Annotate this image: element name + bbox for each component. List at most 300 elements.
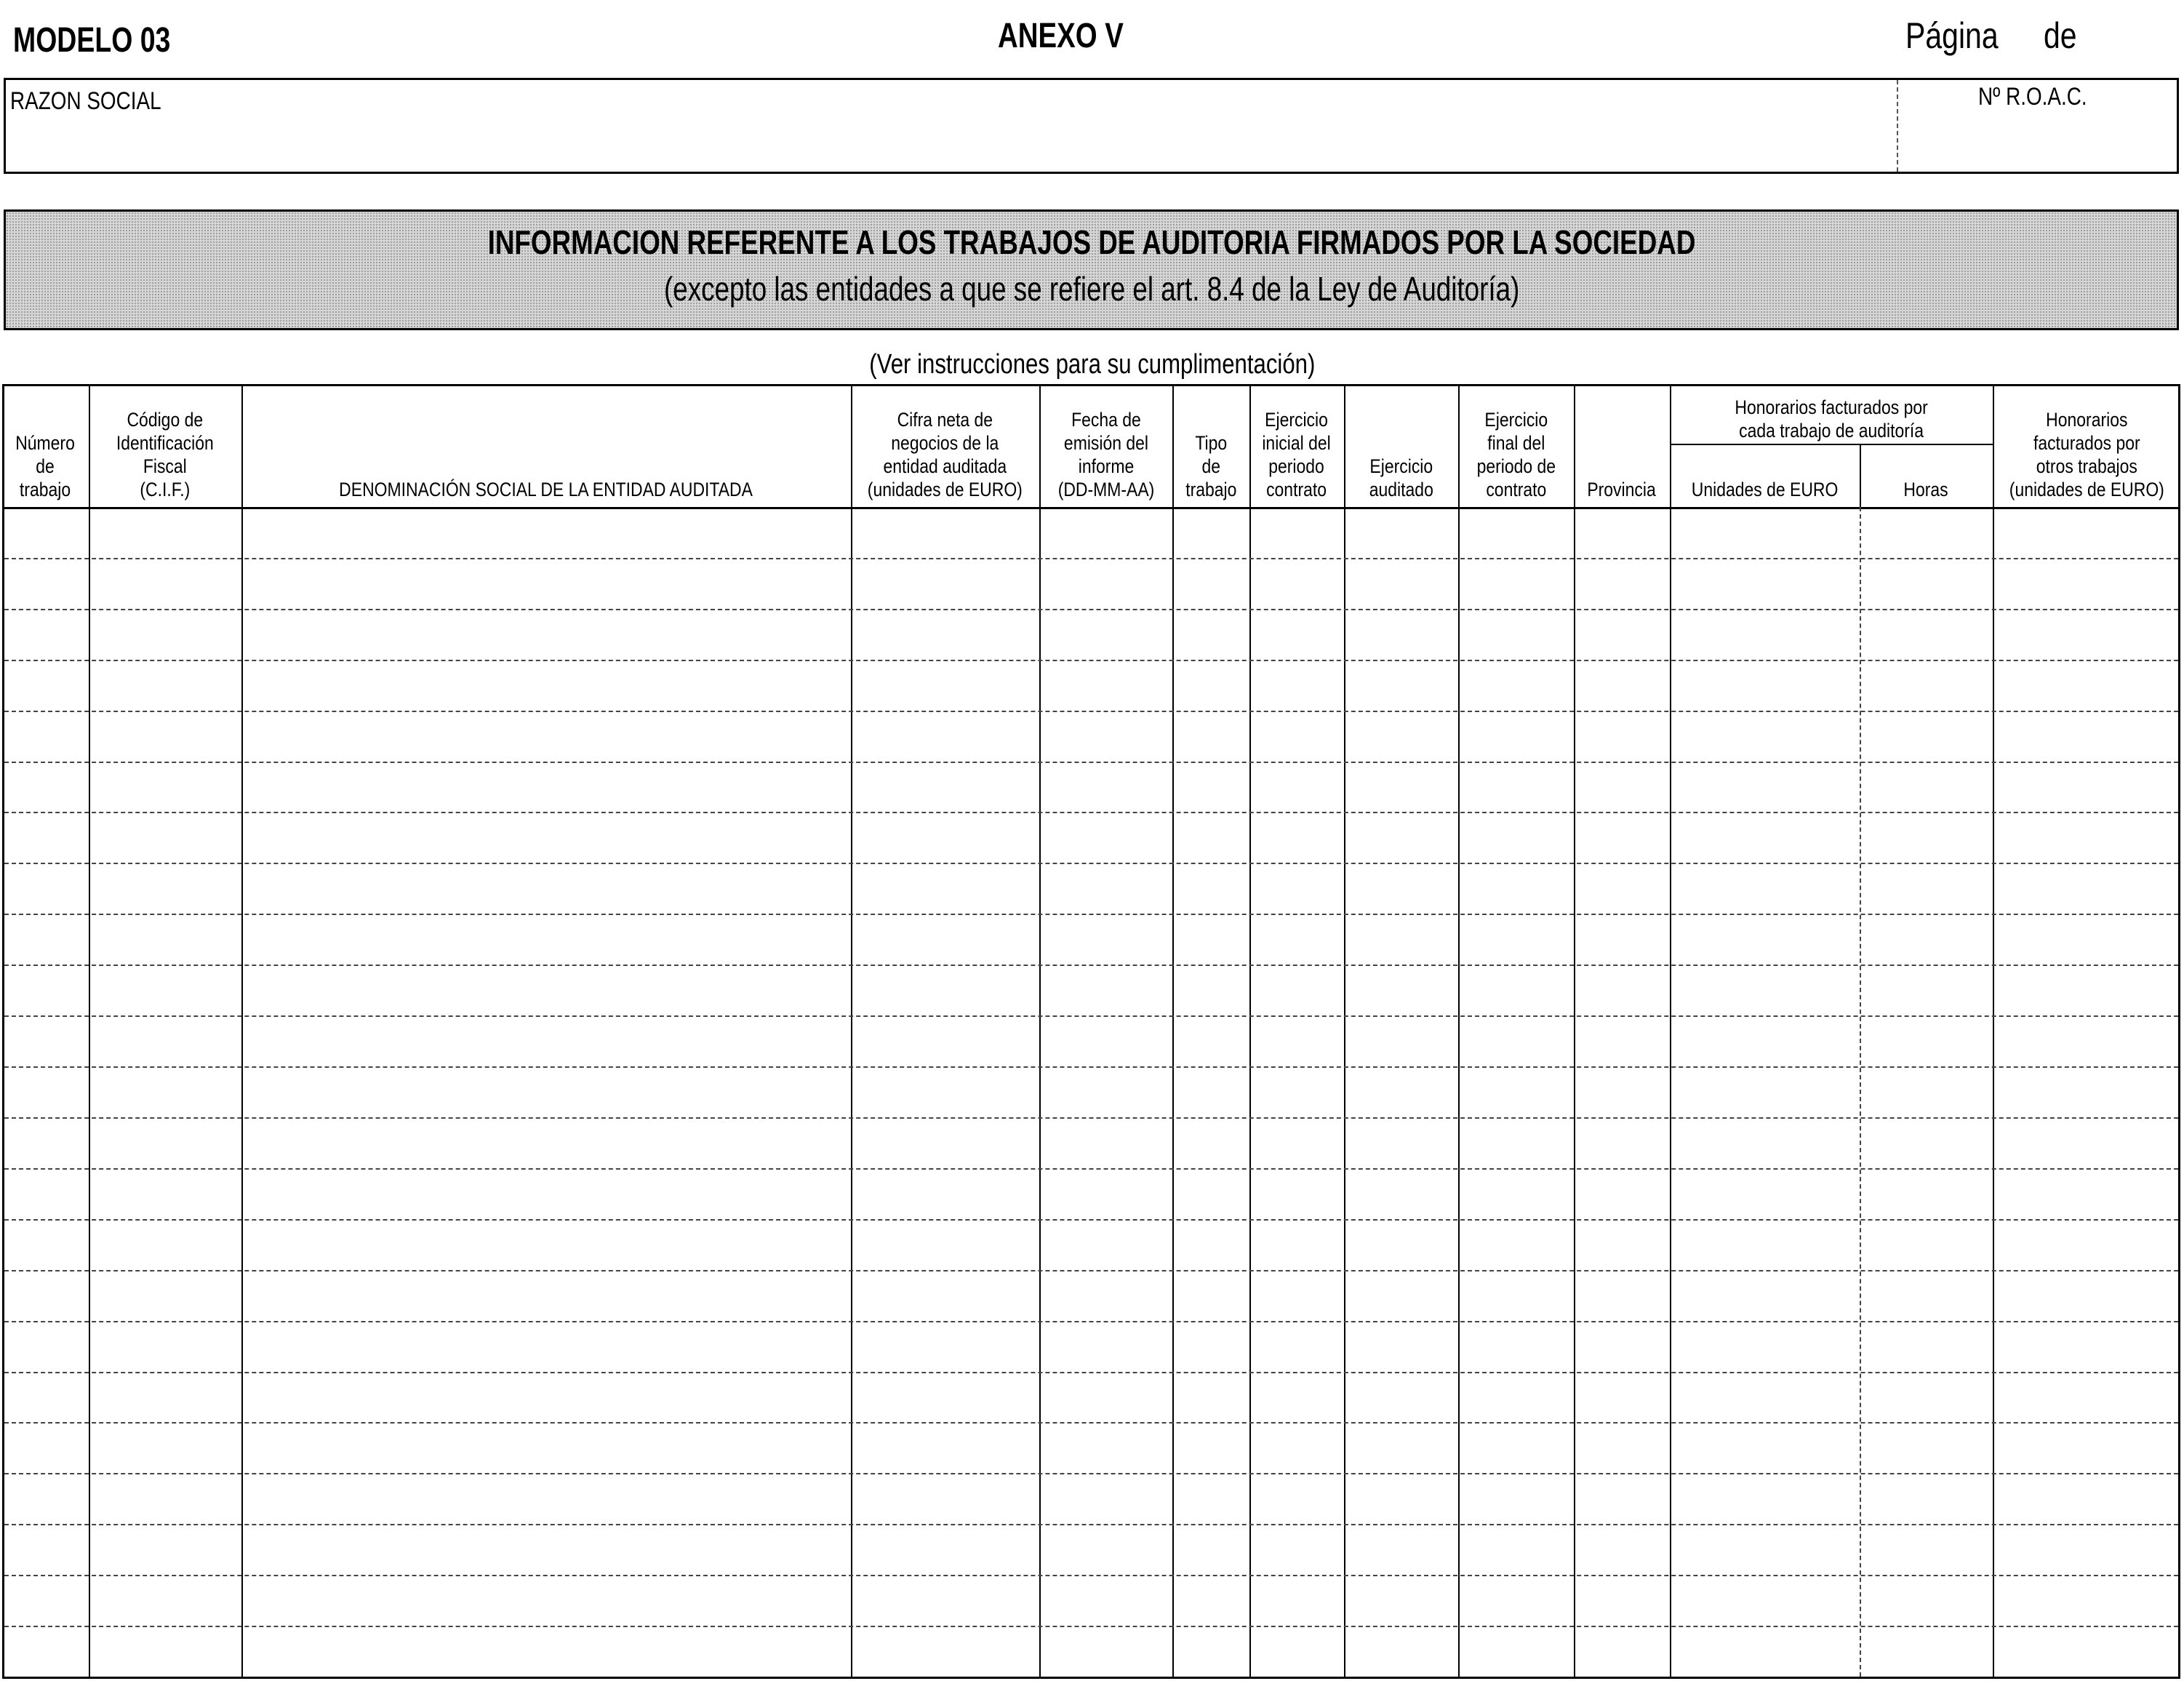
cell-tipo[interactable] <box>1175 712 1247 760</box>
cell-numero[interactable] <box>4 1170 87 1218</box>
cell-tipo[interactable] <box>1175 1068 1247 1116</box>
cell-cif[interactable] <box>91 763 239 811</box>
cell-denominacion[interactable] <box>244 1627 849 1675</box>
cell-ej-final[interactable] <box>1460 1576 1572 1624</box>
cell-hon-horas[interactable] <box>1862 763 1991 811</box>
cell-hon-otros[interactable] <box>1995 1474 2178 1522</box>
cell-tipo[interactable] <box>1175 966 1247 1014</box>
cell-provincia[interactable] <box>1576 1221 1668 1269</box>
cell-hon-otros[interactable] <box>1995 966 2178 1014</box>
cell-tipo[interactable] <box>1175 813 1247 861</box>
cell-cifra[interactable] <box>853 966 1037 1014</box>
cell-provincia[interactable] <box>1576 1373 1668 1421</box>
cell-fecha[interactable] <box>1041 1271 1170 1319</box>
cell-ej-auditado[interactable] <box>1346 1627 1456 1675</box>
cell-cifra[interactable] <box>853 508 1037 556</box>
cell-numero[interactable] <box>4 1271 87 1319</box>
cell-numero[interactable] <box>4 813 87 861</box>
cell-cifra[interactable] <box>853 559 1037 607</box>
cell-fecha[interactable] <box>1041 763 1170 811</box>
cell-hon-horas[interactable] <box>1862 1271 1991 1319</box>
cell-cifra[interactable] <box>853 712 1037 760</box>
cell-tipo[interactable] <box>1175 559 1247 607</box>
cell-cif[interactable] <box>91 1170 239 1218</box>
cell-numero[interactable] <box>4 712 87 760</box>
cell-numero[interactable] <box>4 1373 87 1421</box>
cell-provincia[interactable] <box>1576 915 1668 963</box>
cell-hon-horas[interactable] <box>1862 559 1991 607</box>
cell-denominacion[interactable] <box>244 763 849 811</box>
cell-ej-auditado[interactable] <box>1346 1576 1456 1624</box>
cell-ej-final[interactable] <box>1460 813 1572 861</box>
cell-hon-euro[interactable] <box>1672 1373 1857 1421</box>
cell-fecha[interactable] <box>1041 1576 1170 1624</box>
cell-tipo[interactable] <box>1175 1271 1247 1319</box>
cell-cifra[interactable] <box>853 1119 1037 1167</box>
cell-fecha[interactable] <box>1041 1068 1170 1116</box>
cell-hon-otros[interactable] <box>1995 1373 2178 1421</box>
cell-tipo[interactable] <box>1175 1221 1247 1269</box>
cell-cif[interactable] <box>91 1576 239 1624</box>
cell-hon-horas[interactable] <box>1862 1170 1991 1218</box>
cell-ej-auditado[interactable] <box>1346 1525 1456 1573</box>
cell-ej-final[interactable] <box>1460 559 1572 607</box>
cell-numero[interactable] <box>4 1119 87 1167</box>
cell-cifra[interactable] <box>853 1576 1037 1624</box>
cell-provincia[interactable] <box>1576 1576 1668 1624</box>
cell-ej-final[interactable] <box>1460 508 1572 556</box>
cell-ej-auditado[interactable] <box>1346 966 1456 1014</box>
cell-hon-horas[interactable] <box>1862 1576 1991 1624</box>
cell-numero[interactable] <box>4 1525 87 1573</box>
cell-ej-final[interactable] <box>1460 1474 1572 1522</box>
cell-denominacion[interactable] <box>244 1271 849 1319</box>
cell-cif[interactable] <box>91 966 239 1014</box>
cell-ej-auditado[interactable] <box>1346 559 1456 607</box>
cell-provincia[interactable] <box>1576 1627 1668 1675</box>
cell-hon-euro[interactable] <box>1672 1474 1857 1522</box>
cell-hon-otros[interactable] <box>1995 1170 2178 1218</box>
cell-ej-auditado[interactable] <box>1346 1017 1456 1065</box>
cell-ej-inicial[interactable] <box>1252 1170 1342 1218</box>
cell-hon-euro[interactable] <box>1672 1119 1857 1167</box>
cell-provincia[interactable] <box>1576 1017 1668 1065</box>
cell-ej-inicial[interactable] <box>1252 1221 1342 1269</box>
cell-denominacion[interactable] <box>244 508 849 556</box>
cell-hon-euro[interactable] <box>1672 712 1857 760</box>
cell-numero[interactable] <box>4 1474 87 1522</box>
cell-tipo[interactable] <box>1175 1474 1247 1522</box>
cell-denominacion[interactable] <box>244 966 849 1014</box>
cell-fecha[interactable] <box>1041 661 1170 709</box>
cell-provincia[interactable] <box>1576 966 1668 1014</box>
cell-ej-auditado[interactable] <box>1346 1474 1456 1522</box>
cell-provincia[interactable] <box>1576 712 1668 760</box>
cell-tipo[interactable] <box>1175 864 1247 912</box>
cell-hon-otros[interactable] <box>1995 1221 2178 1269</box>
cell-cif[interactable] <box>91 1474 239 1522</box>
cell-ej-inicial[interactable] <box>1252 1322 1342 1370</box>
cell-hon-otros[interactable] <box>1995 508 2178 556</box>
cell-hon-euro[interactable] <box>1672 661 1857 709</box>
cell-cif[interactable] <box>91 1322 239 1370</box>
cell-fecha[interactable] <box>1041 508 1170 556</box>
cell-ej-auditado[interactable] <box>1346 1322 1456 1370</box>
cell-numero[interactable] <box>4 661 87 709</box>
cell-ej-auditado[interactable] <box>1346 1424 1456 1472</box>
cell-hon-euro[interactable] <box>1672 1627 1857 1675</box>
cell-ej-inicial[interactable] <box>1252 1525 1342 1573</box>
cell-cif[interactable] <box>91 661 239 709</box>
cell-ej-inicial[interactable] <box>1252 966 1342 1014</box>
cell-cif[interactable] <box>91 1424 239 1472</box>
cell-hon-horas[interactable] <box>1862 915 1991 963</box>
cell-numero[interactable] <box>4 1576 87 1624</box>
cell-tipo[interactable] <box>1175 1525 1247 1573</box>
cell-ej-inicial[interactable] <box>1252 1119 1342 1167</box>
cell-cifra[interactable] <box>853 1525 1037 1573</box>
cell-denominacion[interactable] <box>244 1119 849 1167</box>
cell-provincia[interactable] <box>1576 1271 1668 1319</box>
cell-ej-final[interactable] <box>1460 864 1572 912</box>
cell-cifra[interactable] <box>853 1474 1037 1522</box>
cell-tipo[interactable] <box>1175 508 1247 556</box>
cell-denominacion[interactable] <box>244 559 849 607</box>
cell-cifra[interactable] <box>853 1271 1037 1319</box>
cell-cifra[interactable] <box>853 1170 1037 1218</box>
cell-cif[interactable] <box>91 864 239 912</box>
cell-ej-auditado[interactable] <box>1346 1170 1456 1218</box>
cell-hon-otros[interactable] <box>1995 1017 2178 1065</box>
cell-ej-auditado[interactable] <box>1346 813 1456 861</box>
cell-hon-otros[interactable] <box>1995 1322 2178 1370</box>
cell-tipo[interactable] <box>1175 610 1247 658</box>
cell-provincia[interactable] <box>1576 1170 1668 1218</box>
cell-hon-euro[interactable] <box>1672 559 1857 607</box>
cell-hon-horas[interactable] <box>1862 864 1991 912</box>
cell-cifra[interactable] <box>853 864 1037 912</box>
cell-hon-euro[interactable] <box>1672 1170 1857 1218</box>
cell-ej-auditado[interactable] <box>1346 610 1456 658</box>
cell-fecha[interactable] <box>1041 813 1170 861</box>
cell-hon-horas[interactable] <box>1862 1373 1991 1421</box>
cell-ej-auditado[interactable] <box>1346 712 1456 760</box>
cell-provincia[interactable] <box>1576 763 1668 811</box>
cell-ej-final[interactable] <box>1460 1424 1572 1472</box>
cell-hon-horas[interactable] <box>1862 1322 1991 1370</box>
cell-provincia[interactable] <box>1576 661 1668 709</box>
cell-ej-final[interactable] <box>1460 1525 1572 1573</box>
cell-denominacion[interactable] <box>244 864 849 912</box>
cell-provincia[interactable] <box>1576 508 1668 556</box>
cell-provincia[interactable] <box>1576 1424 1668 1472</box>
cell-hon-euro[interactable] <box>1672 610 1857 658</box>
cell-hon-horas[interactable] <box>1862 1424 1991 1472</box>
cell-fecha[interactable] <box>1041 1170 1170 1218</box>
cell-denominacion[interactable] <box>244 1322 849 1370</box>
cell-cif[interactable] <box>91 1221 239 1269</box>
cell-cifra[interactable] <box>853 1424 1037 1472</box>
cell-ej-auditado[interactable] <box>1346 508 1456 556</box>
cell-ej-final[interactable] <box>1460 915 1572 963</box>
cell-hon-euro[interactable] <box>1672 966 1857 1014</box>
cell-tipo[interactable] <box>1175 1373 1247 1421</box>
cell-hon-otros[interactable] <box>1995 1068 2178 1116</box>
cell-hon-euro[interactable] <box>1672 1525 1857 1573</box>
cell-ej-final[interactable] <box>1460 1068 1572 1116</box>
cell-denominacion[interactable] <box>244 1474 849 1522</box>
cell-fecha[interactable] <box>1041 1424 1170 1472</box>
cell-ej-inicial[interactable] <box>1252 1627 1342 1675</box>
cell-ej-inicial[interactable] <box>1252 915 1342 963</box>
cell-hon-euro[interactable] <box>1672 864 1857 912</box>
cell-ej-inicial[interactable] <box>1252 1424 1342 1472</box>
cell-ej-auditado[interactable] <box>1346 864 1456 912</box>
cell-ej-auditado[interactable] <box>1346 1373 1456 1421</box>
cell-cif[interactable] <box>91 1119 239 1167</box>
cell-hon-otros[interactable] <box>1995 915 2178 963</box>
cell-hon-otros[interactable] <box>1995 661 2178 709</box>
cell-hon-horas[interactable] <box>1862 1119 1991 1167</box>
cell-hon-otros[interactable] <box>1995 559 2178 607</box>
cell-numero[interactable] <box>4 763 87 811</box>
cell-hon-euro[interactable] <box>1672 1322 1857 1370</box>
cell-hon-horas[interactable] <box>1862 1221 1991 1269</box>
cell-cifra[interactable] <box>853 763 1037 811</box>
cell-ej-auditado[interactable] <box>1346 1271 1456 1319</box>
cell-ej-auditado[interactable] <box>1346 1221 1456 1269</box>
cell-cif[interactable] <box>91 610 239 658</box>
cell-hon-euro[interactable] <box>1672 1068 1857 1116</box>
cell-cif[interactable] <box>91 915 239 963</box>
cell-numero[interactable] <box>4 864 87 912</box>
cell-hon-horas[interactable] <box>1862 1525 1991 1573</box>
cell-tipo[interactable] <box>1175 915 1247 963</box>
cell-provincia[interactable] <box>1576 1525 1668 1573</box>
cell-hon-horas[interactable] <box>1862 1017 1991 1065</box>
cell-cifra[interactable] <box>853 610 1037 658</box>
cell-hon-horas[interactable] <box>1862 966 1991 1014</box>
cell-tipo[interactable] <box>1175 1576 1247 1624</box>
cell-hon-horas[interactable] <box>1862 1474 1991 1522</box>
cell-cif[interactable] <box>91 813 239 861</box>
cell-hon-euro[interactable] <box>1672 763 1857 811</box>
cell-numero[interactable] <box>4 559 87 607</box>
cell-denominacion[interactable] <box>244 915 849 963</box>
cell-fecha[interactable] <box>1041 915 1170 963</box>
cell-fecha[interactable] <box>1041 1373 1170 1421</box>
cell-ej-inicial[interactable] <box>1252 712 1342 760</box>
cell-fecha[interactable] <box>1041 864 1170 912</box>
cell-ej-inicial[interactable] <box>1252 813 1342 861</box>
cell-ej-inicial[interactable] <box>1252 864 1342 912</box>
cell-ej-final[interactable] <box>1460 661 1572 709</box>
cell-hon-otros[interactable] <box>1995 1627 2178 1675</box>
cell-provincia[interactable] <box>1576 1068 1668 1116</box>
cell-numero[interactable] <box>4 966 87 1014</box>
cell-ej-inicial[interactable] <box>1252 661 1342 709</box>
cell-ej-final[interactable] <box>1460 1627 1572 1675</box>
cell-hon-euro[interactable] <box>1672 813 1857 861</box>
cell-hon-horas[interactable] <box>1862 813 1991 861</box>
cell-numero[interactable] <box>4 1017 87 1065</box>
cell-cifra[interactable] <box>853 1322 1037 1370</box>
cell-hon-horas[interactable] <box>1862 1627 1991 1675</box>
cell-numero[interactable] <box>4 1424 87 1472</box>
cell-ej-inicial[interactable] <box>1252 1373 1342 1421</box>
cell-tipo[interactable] <box>1175 1424 1247 1472</box>
cell-tipo[interactable] <box>1175 1170 1247 1218</box>
cell-denominacion[interactable] <box>244 1576 849 1624</box>
cell-hon-otros[interactable] <box>1995 763 2178 811</box>
cell-ej-auditado[interactable] <box>1346 763 1456 811</box>
cell-fecha[interactable] <box>1041 1627 1170 1675</box>
cell-ej-inicial[interactable] <box>1252 1576 1342 1624</box>
cell-ej-inicial[interactable] <box>1252 1017 1342 1065</box>
cell-numero[interactable] <box>4 1221 87 1269</box>
cell-hon-horas[interactable] <box>1862 661 1991 709</box>
cell-ej-auditado[interactable] <box>1346 915 1456 963</box>
cell-numero[interactable] <box>4 610 87 658</box>
cell-cif[interactable] <box>91 1271 239 1319</box>
cell-fecha[interactable] <box>1041 1322 1170 1370</box>
cell-hon-euro[interactable] <box>1672 1424 1857 1472</box>
cell-ej-final[interactable] <box>1460 712 1572 760</box>
cell-ej-final[interactable] <box>1460 1170 1572 1218</box>
cell-denominacion[interactable] <box>244 1221 849 1269</box>
cell-hon-otros[interactable] <box>1995 1271 2178 1319</box>
cell-hon-euro[interactable] <box>1672 915 1857 963</box>
cell-cifra[interactable] <box>853 1017 1037 1065</box>
cell-hon-otros[interactable] <box>1995 1424 2178 1472</box>
cell-cif[interactable] <box>91 712 239 760</box>
cell-tipo[interactable] <box>1175 1322 1247 1370</box>
cell-numero[interactable] <box>4 1068 87 1116</box>
cell-provincia[interactable] <box>1576 813 1668 861</box>
cell-fecha[interactable] <box>1041 559 1170 607</box>
cell-denominacion[interactable] <box>244 712 849 760</box>
cell-denominacion[interactable] <box>244 1373 849 1421</box>
cell-fecha[interactable] <box>1041 966 1170 1014</box>
cell-cif[interactable] <box>91 1627 239 1675</box>
cell-cifra[interactable] <box>853 1221 1037 1269</box>
cell-fecha[interactable] <box>1041 610 1170 658</box>
cell-cifra[interactable] <box>853 915 1037 963</box>
cell-ej-final[interactable] <box>1460 1221 1572 1269</box>
cell-denominacion[interactable] <box>244 610 849 658</box>
cell-hon-euro[interactable] <box>1672 1221 1857 1269</box>
cell-denominacion[interactable] <box>244 1525 849 1573</box>
cell-numero[interactable] <box>4 508 87 556</box>
cell-ej-auditado[interactable] <box>1346 661 1456 709</box>
cell-cif[interactable] <box>91 1017 239 1065</box>
cell-ej-inicial[interactable] <box>1252 763 1342 811</box>
cell-ej-final[interactable] <box>1460 1322 1572 1370</box>
cell-provincia[interactable] <box>1576 1474 1668 1522</box>
cell-provincia[interactable] <box>1576 1119 1668 1167</box>
cell-denominacion[interactable] <box>244 1068 849 1116</box>
cell-hon-otros[interactable] <box>1995 1525 2178 1573</box>
cell-denominacion[interactable] <box>244 813 849 861</box>
cell-ej-inicial[interactable] <box>1252 559 1342 607</box>
cell-hon-otros[interactable] <box>1995 864 2178 912</box>
cell-numero[interactable] <box>4 915 87 963</box>
cell-fecha[interactable] <box>1041 712 1170 760</box>
cell-hon-otros[interactable] <box>1995 1119 2178 1167</box>
cell-hon-euro[interactable] <box>1672 1017 1857 1065</box>
cell-cif[interactable] <box>91 559 239 607</box>
cell-tipo[interactable] <box>1175 1119 1247 1167</box>
cell-cifra[interactable] <box>853 1068 1037 1116</box>
cell-cifra[interactable] <box>853 813 1037 861</box>
cell-denominacion[interactable] <box>244 1017 849 1065</box>
cell-tipo[interactable] <box>1175 1627 1247 1675</box>
cell-ej-auditado[interactable] <box>1346 1119 1456 1167</box>
cell-ej-final[interactable] <box>1460 966 1572 1014</box>
cell-tipo[interactable] <box>1175 1017 1247 1065</box>
cell-denominacion[interactable] <box>244 1424 849 1472</box>
cell-provincia[interactable] <box>1576 1322 1668 1370</box>
cell-ej-final[interactable] <box>1460 763 1572 811</box>
cell-cif[interactable] <box>91 1373 239 1421</box>
cell-hon-horas[interactable] <box>1862 508 1991 556</box>
cell-fecha[interactable] <box>1041 1221 1170 1269</box>
cell-fecha[interactable] <box>1041 1119 1170 1167</box>
cell-fecha[interactable] <box>1041 1525 1170 1573</box>
cell-fecha[interactable] <box>1041 1474 1170 1522</box>
cell-cifra[interactable] <box>853 1373 1037 1421</box>
cell-ej-final[interactable] <box>1460 610 1572 658</box>
cell-provincia[interactable] <box>1576 864 1668 912</box>
cell-hon-otros[interactable] <box>1995 1576 2178 1624</box>
cell-tipo[interactable] <box>1175 763 1247 811</box>
cell-hon-otros[interactable] <box>1995 813 2178 861</box>
cell-ej-inicial[interactable] <box>1252 1474 1342 1522</box>
cell-denominacion[interactable] <box>244 1170 849 1218</box>
cell-provincia[interactable] <box>1576 610 1668 658</box>
cell-hon-otros[interactable] <box>1995 610 2178 658</box>
cell-ej-final[interactable] <box>1460 1373 1572 1421</box>
cell-hon-euro[interactable] <box>1672 508 1857 556</box>
cell-hon-horas[interactable] <box>1862 610 1991 658</box>
cell-ej-inicial[interactable] <box>1252 610 1342 658</box>
cell-tipo[interactable] <box>1175 661 1247 709</box>
cell-cifra[interactable] <box>853 661 1037 709</box>
cell-ej-auditado[interactable] <box>1346 1068 1456 1116</box>
cell-hon-euro[interactable] <box>1672 1576 1857 1624</box>
razon-social-field[interactable] <box>4 78 2179 174</box>
cell-numero[interactable] <box>4 1322 87 1370</box>
cell-hon-otros[interactable] <box>1995 712 2178 760</box>
cell-ej-final[interactable] <box>1460 1119 1572 1167</box>
cell-cif[interactable] <box>91 1068 239 1116</box>
cell-fecha[interactable] <box>1041 1017 1170 1065</box>
cell-cif[interactable] <box>91 1525 239 1573</box>
cell-ej-final[interactable] <box>1460 1271 1572 1319</box>
cell-ej-inicial[interactable] <box>1252 1068 1342 1116</box>
cell-hon-horas[interactable] <box>1862 712 1991 760</box>
cell-ej-final[interactable] <box>1460 1017 1572 1065</box>
cell-cif[interactable] <box>91 508 239 556</box>
cell-denominacion[interactable] <box>244 661 849 709</box>
cell-provincia[interactable] <box>1576 559 1668 607</box>
cell-ej-inicial[interactable] <box>1252 508 1342 556</box>
cell-ej-inicial[interactable] <box>1252 1271 1342 1319</box>
cell-cifra[interactable] <box>853 1627 1037 1675</box>
cell-numero[interactable] <box>4 1627 87 1675</box>
cell-hon-euro[interactable] <box>1672 1271 1857 1319</box>
cell-hon-horas[interactable] <box>1862 1068 1991 1116</box>
